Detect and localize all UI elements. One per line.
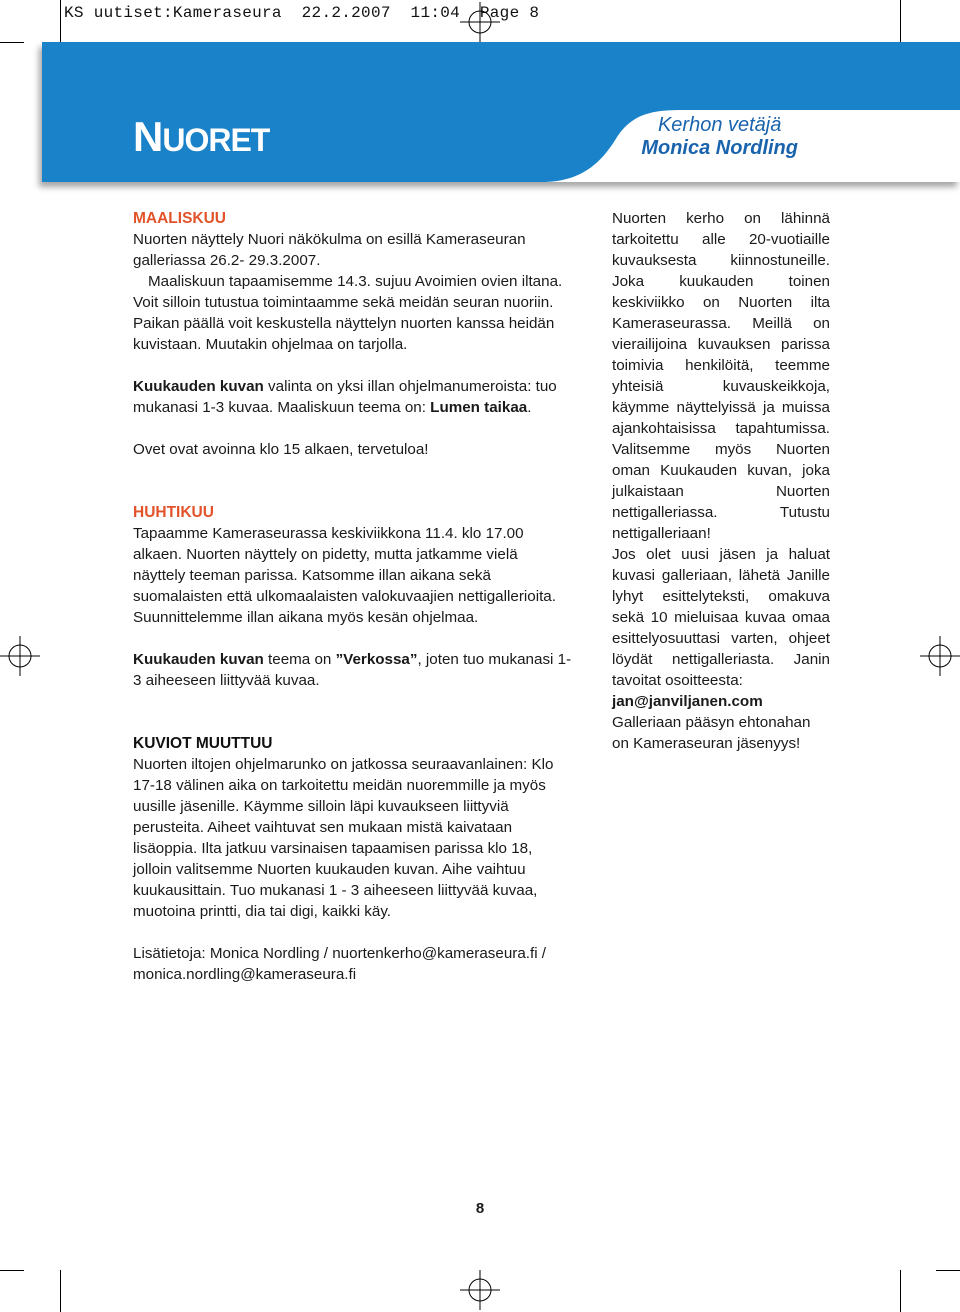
crop-mark [60,0,61,42]
page-title: NUORET [133,113,270,160]
open-doors-text: Ovet ovat avoinna klo 15 alkaen, tervetuloa! [133,441,429,458]
club-leader [641,114,798,160]
crop-mark [900,0,901,42]
registration-mark-icon [0,636,40,676]
crop-mark [900,1270,901,1312]
registration-mark-icon [920,636,960,676]
kuviot-paragraph: Nuorten iltojen ohjelmarunko on jatkossa seuraavanlainen: Klo 17-18 välinen aika on tarkoitettu meidän nuoremmille ja myös uusille jäsenille. Käymme silloin läpi kuvaukseen liittyviä perusteita. Aiheet vaihtuvat sen mukaan mistä kaivataan lisäoppia. Ilta jatkuu varsinaisen tapaamisen parissa klo 18, jolloin valitsemme Nuorten kuukauden kuvan. Aihe vaihtuu kuukausittain. Tuo mukanasi 1 - 3 aiheeseen liittyvää kuvaa, muotoina printti, dia tai digi, kaikki käy. [133,756,554,920]
club-intro-text: Nuorten kerho on lähinnä tarkoitettu alle 20-vuotiaille kuvauksesta kiinnostuneille. Joka kuukauden toinen keskiviikko on Nuorten ilta Kameraseurassa. Meillä on vierailijoina kuvauksen parissa toimivia henkilöitä, teemme yhteisiä kuvauskeikkoja, käymme näyttelyissä ja muissa ajankohtaisissa tapahtumissa. Valitsemme myös Nuorten oman Kuukauden kuvan, joka julkaistaan Nuorten nettigalleriassa. Tutustu nettigalleriaan! [612,210,830,542]
membership-note: Galleriaan pääsyn ehtonahan on Kameraseuran jäsenyys! [612,714,811,752]
contact-info: Lisätietoja: Monica Nordling / nuortenkerho@kameraseura.fi / monica.nordling@kameraseura.fi [133,945,547,983]
crop-mark [60,1270,61,1312]
page-number: 8 [475,1200,485,1217]
main-column [133,208,573,985]
heading-maaliskuu: MAALISKUU [133,210,226,227]
side-column [612,208,830,754]
gallery-instructions: Jos olet uusi jäsen ja haluat kuvasi galleriaan, lähetä Janille lyhyt esittelyteksti, omakuva sekä 10 mieluisaa kuvaa omaa esittelyosuuttasi varten, ohjeet löydät nettigalleriasta. Janin tavoitat osoitteesta: [612,546,830,689]
contact-email[interactable]: jan@janviljanen.com [612,693,763,710]
print-slug: KS uutiset:Kameraseura 22.2.2007 11:04 Page 8 [64,4,540,22]
crop-mark [0,1270,24,1271]
heading-kuviot-muuttuu: KUVIOT MUUTTUU [133,735,273,752]
header-banner-shape [42,42,960,182]
maaliskuu-paragraph-2: Maaliskuun tapaamisemme 14.3. sujuu Avoimien ovien iltana. Voit silloin tutustua toimintaamme sekä meidän seuran nuoriin. Paikan päällä voit keskustella näyttelyn nuorten kanssa heidän kuvistaan. Muutakin ohjelmaa on tarjolla. [133,273,563,353]
leader-name: Monica Nordling [641,137,798,159]
maaliskuu-paragraph-1: Nuorten näyttely Nuori näkökulma on esillä Kameraseuran galleriassa 26.2- 29.3.2007. [133,231,526,269]
crop-mark [0,42,24,43]
kuukauden-kuva-march: Kuukauden kuvan valinta on yksi illan ohjelmanumeroista: tuo mukanasi 1-3 kuvaa. Maaliskuun teema on: Lumen taikaa. [133,378,557,416]
huhtikuu-paragraph: Tapaamme Kameraseurassa keskiviikkona 11.4. klo 17.00 alkaen. Nuorten näyttely on pidetty, mutta jatkamme vielä näyttely teeman parissa. Katsomme illan aikana sekä suomalaisten että ulkomaalaisten valokuvaajien nettigallerioita. Suunnittelemme illan aikana myös kesän ohjelmaa. [133,525,556,626]
registration-mark-icon [460,1270,500,1310]
kuukauden-kuva-april: Kuukauden kuvan teema on ”Verkossa”, joten tuo mukanasi 1-3 aiheeseen liittyvää kuvaa. [133,651,572,689]
heading-huhtikuu: HUHTIKUU [133,504,214,521]
leader-label: Kerhon vetäjä [657,114,782,136]
crop-mark [936,1270,960,1271]
registration-mark-icon [460,2,500,42]
